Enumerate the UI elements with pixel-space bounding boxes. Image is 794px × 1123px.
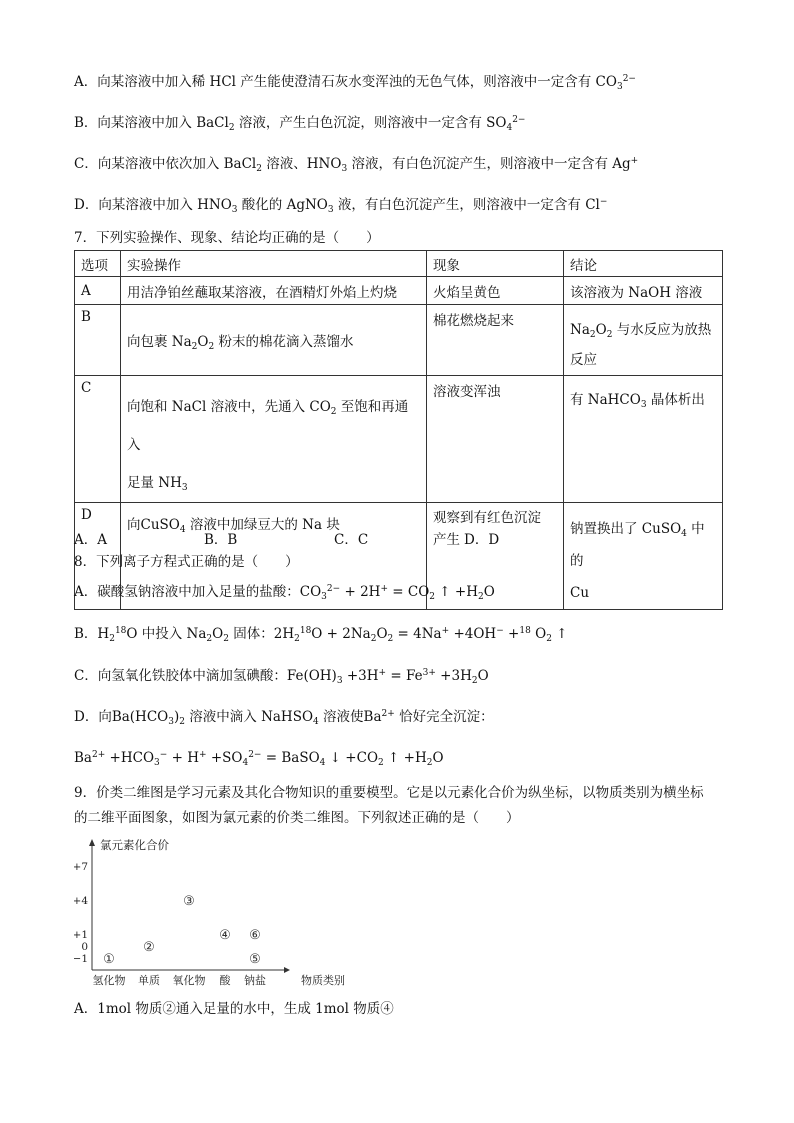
row-a-phenomenon: 火焰呈黄色: [427, 277, 564, 305]
y-tick-label: +4: [74, 895, 88, 907]
row-b-phenomenon: 棉花燃烧起来: [427, 305, 564, 376]
header-option: 选项: [75, 251, 121, 277]
row-c-conclusion: 有 NaHCO$_3$ 晶体析出: [564, 376, 723, 503]
q9-stem-line2: 的二维平面图象，如图为氯元素的价类二维图。下列叙述正确的是（ ）: [74, 810, 520, 826]
y-tick-label: 0: [81, 941, 88, 953]
q8-option-b: B．$H_2^{18}O$ 中投入 $Na_2O_2$ 固体：$2H_2^{18}O + 2Na_2O_2 = 4Na^+ +4OH^- +^{18}$ $O_2$ ↑: [74, 626, 568, 644]
x-tick-label: 钠盐: [244, 974, 266, 987]
q6-option-c: C．向某溶液中依次加入 BaCl$_2$ 溶液、$HNO_3$ 溶液，有白色沉淀产生，则溶液中一定含有 Ag+: [74, 156, 639, 174]
q8-option-d-equation: $Ba^{2+} +HCO_3^- + H^+ +SO_4^{2-}$ = BaSO$_4$ ↓ $+CO_2$ ↑ $+H_2O$: [74, 750, 444, 768]
data-point: ③: [183, 894, 195, 909]
row-b-operation: 向包裹 $Na_2O_2$ 粉末的棉花滴入蒸馏水: [121, 305, 427, 376]
answer-c[interactable]: C．C: [334, 532, 369, 548]
answer-a[interactable]: A．A: [74, 532, 107, 548]
x-tick-label: 单质: [138, 974, 160, 987]
table-row: [75, 277, 723, 305]
table-header-row: [75, 251, 723, 277]
data-point: ⑤: [249, 952, 261, 967]
row-a-conclusion: 该溶液为 NaOH 溶液: [564, 277, 723, 305]
row-b-option: B: [75, 305, 121, 376]
x-axis-arrow: [284, 967, 290, 973]
header-operation: 实验操作: [121, 251, 427, 277]
x-tick-label: 酸: [219, 974, 231, 987]
data-point: ①: [103, 952, 115, 967]
data-point: ⑥: [249, 928, 261, 943]
q7-answers: [74, 528, 594, 548]
y-tick-label: −1: [74, 953, 88, 965]
q9-stem-line1: 9．价类二维图是学习元素及其化合物知识的重要模型。它是以元素化合价为纵坐标，以物质类别为横坐标: [74, 785, 704, 801]
answer-d[interactable]: D．D: [464, 532, 500, 548]
chart-svg: [74, 836, 364, 996]
row-d-conclusion: 钠置换出了 CuSO$_4$ 中的 Cu: [564, 503, 723, 610]
table-row: [75, 376, 723, 503]
row-c-option: C: [75, 376, 121, 503]
x-tick-label: 氢化物: [92, 974, 126, 987]
q6-option-b: B．向某溶液中加入 BaCl$_2$ 溶液，产生白色沉淀，则溶液中一定含有 $SO_4^{2-}$: [74, 115, 526, 133]
q6-option-d: D．向某溶液中加入 $HNO_3$ 酸化的 AgNO$_3$ 液，有白色沉淀产生，则溶液中一定含有 Cl−: [74, 197, 608, 215]
y-axis-arrow: [89, 839, 95, 846]
data-point: ④: [219, 928, 231, 943]
valence-class-chart: [74, 836, 364, 996]
q8-option-a: A．碳酸氢钠溶液中加入足量的盐酸：$CO_3^{2-} + 2H^+ = CO_2$ ↑ $+H_2O$: [74, 584, 495, 602]
header-conclusion: 结论: [564, 251, 723, 277]
q8-option-d: D．向$Ba(HCO_3)_2$ 溶液中滴入 NaHSO$_4$ 溶液使$Ba^{2+}$ 恰好完全沉淀：: [74, 709, 494, 727]
row-d-phenomenon: 观察到有红色沉淀 产生: [427, 503, 564, 610]
data-point: ②: [143, 940, 155, 955]
q8-stem: 8．下列离子方程式正确的是（ ）: [74, 554, 299, 570]
y-axis-label: 氯元素化合价: [100, 838, 169, 852]
answer-b[interactable]: B．B: [204, 532, 238, 548]
table-row: [75, 305, 723, 376]
x-axis-label: 物质类别: [301, 974, 345, 987]
row-d-option: D: [75, 503, 121, 610]
q8-option-c: C．向氢氧化铁胶体中滴加氢碘酸：$Fe(OH)_3 +3H^+ = Fe^{3+} +3H_2O$: [74, 668, 489, 686]
q9-option-a: A．1mol 物质②通入足量的水中，生成 1mol 物质④: [74, 1001, 394, 1017]
q6-option-a: A．向某溶液中加入稀 HCl 产生能使澄清石灰水变浑浊的无色气体，则溶液中一定含有 $CO_3^{2-}$: [74, 74, 636, 92]
row-c-phenomenon: 溶液变浑浊: [427, 376, 564, 503]
header-phenomenon: 现象: [427, 251, 564, 277]
x-tick-label: 氧化物: [172, 974, 206, 987]
q7-stem: 7．下列实验操作、现象、结论均正确的是（ ）: [74, 230, 380, 246]
row-a-option: A: [75, 277, 121, 305]
row-d-operation: 向CuSO$_4$ 溶液中加绿豆大的 Na 块: [121, 503, 427, 610]
y-tick-label: +7: [74, 861, 88, 873]
y-tick-label: +1: [74, 929, 88, 941]
row-a-operation: 用洁净铂丝蘸取某溶液，在酒精灯外焰上灼烧: [121, 277, 427, 305]
row-b-conclusion: $Na_2O_2$ 与水反应为放热 反应: [564, 305, 723, 376]
row-c-operation: 向饱和 NaCl 溶液中，先通入 $CO_2$ 至饱和再通入 足量 $NH_3$: [121, 376, 427, 503]
